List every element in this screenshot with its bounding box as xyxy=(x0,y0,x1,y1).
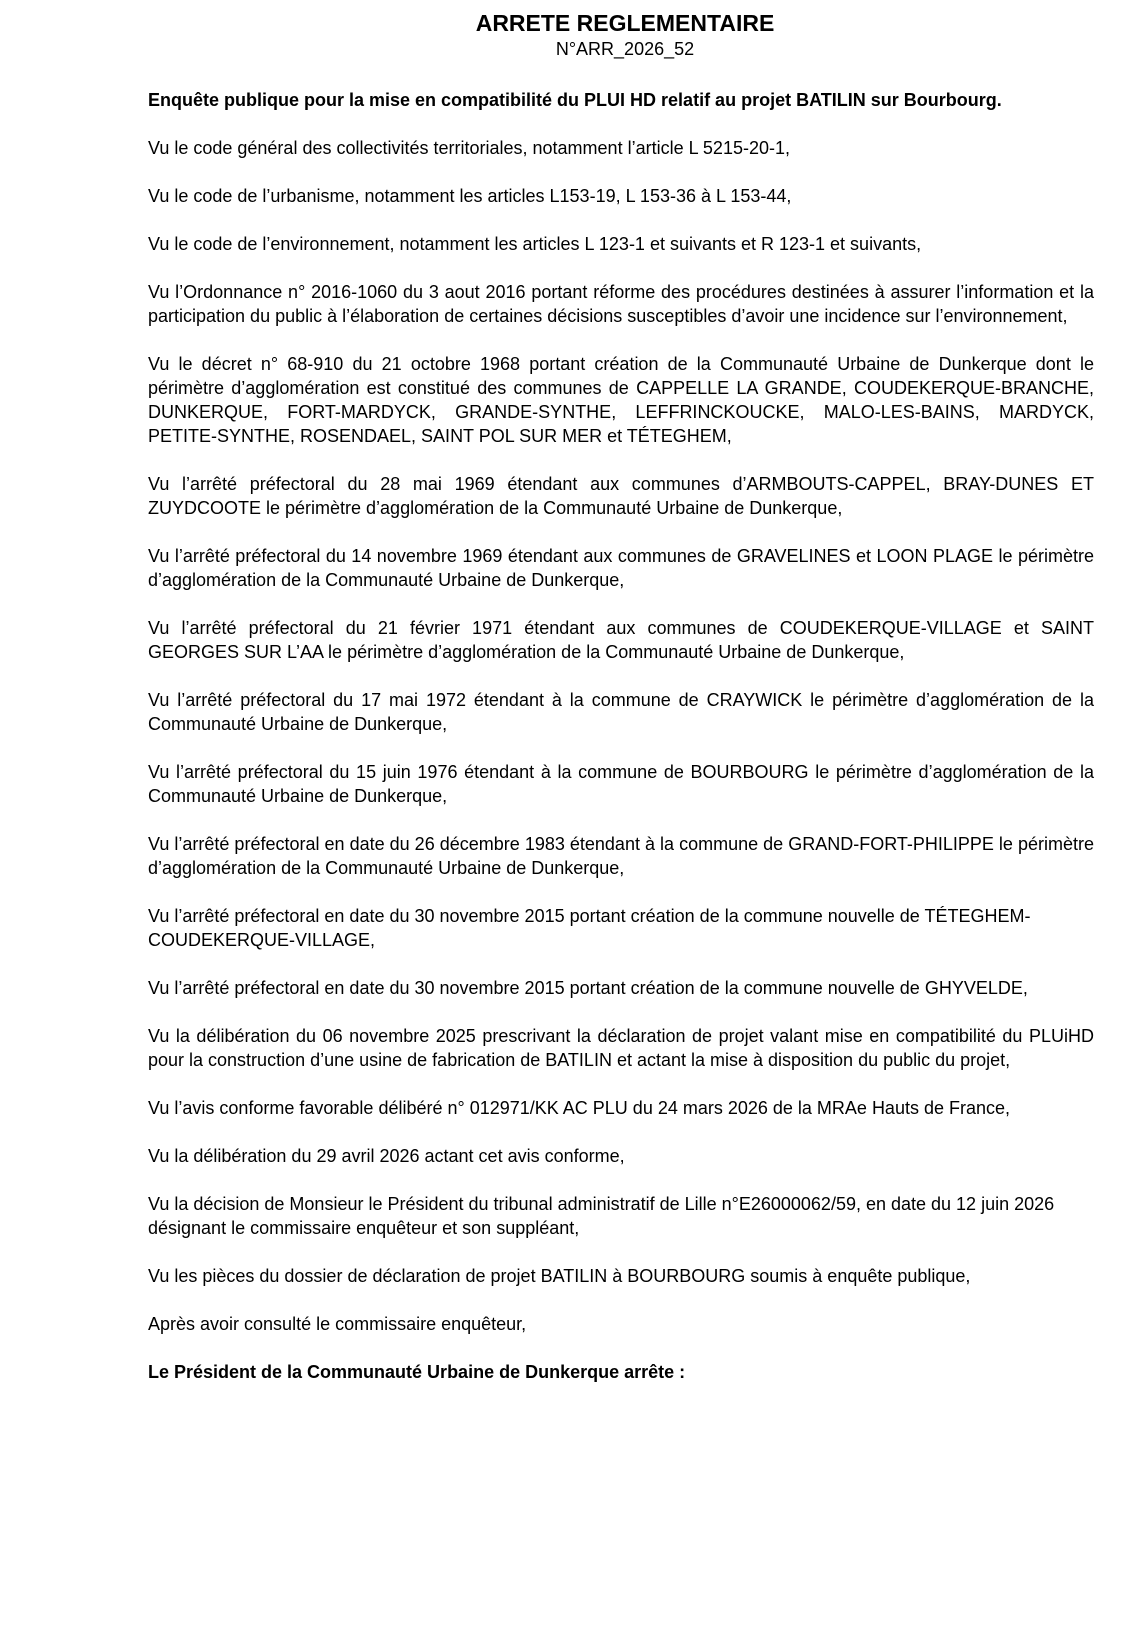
consideration-paragraph: Vu le code de l’environnement, notamment les articles L 123-1 et suivants et R 123-1 et suivants, xyxy=(148,234,922,254)
document-title: ARRETE REGLEMENTAIRE xyxy=(475,10,775,36)
consideration-paragraph: Vu l’arrêté préfectoral du 21 février 1971 étendant aux communes de COUDEKERQUE-VILLAGE et SAINT GEORGES SUR L’AA le périmètre d’agglomération de la Communauté Urbaine de Dunkerque, xyxy=(148,618,1094,662)
consideration-paragraph: Vu les pièces du dossier de déclaration de projet BATILIN à BOURBOURG soumis à enquête publique, xyxy=(148,1266,971,1286)
consideration-paragraph: Vu la délibération du 06 novembre 2025 prescrivant la déclaration de projet valant mise en compatibilité du PLUiHD pour la construction d’une usine de fabrication de BATILIN et actant la mise à disposition du public du projet, xyxy=(148,1026,1094,1070)
consideration-paragraph: Vu le code général des collectivités territoriales, notamment l’article L 5215-20-1, xyxy=(148,138,790,158)
document-number: N°ARR_2026_52 xyxy=(555,39,695,59)
document-header xyxy=(0,8,1138,60)
consideration-paragraph: Vu l’arrêté préfectoral du 28 mai 1969 étendant aux communes d’ARMBOUTS-CAPPEL, BRAY-DUNES ET ZUYDCOOTE le périmètre d’agglomération de la Communauté Urbaine de Dunkerque, xyxy=(148,474,1094,518)
consideration-paragraph: Vu l’arrêté préfectoral en date du 30 novembre 2015 portant création de la commune nouvelle de TÉTEGHEM-COUDEKERQUE-VILLAGE, xyxy=(148,906,1031,950)
consideration-paragraph: Vu l’Ordonnance n° 2016-1060 du 3 aout 2016 portant réforme des procédures destinées à assurer l’information et la participation du public à l’élaboration de certaines décisions susceptibles d’avoir une incidence sur l’environnement, xyxy=(148,282,1094,326)
decision-statement: Le Président de la Communauté Urbaine de Dunkerque arrête : xyxy=(148,1362,686,1382)
consideration-paragraph: Vu l’arrêté préfectoral du 17 mai 1972 étendant à la commune de CRAYWICK le périmètre d’agglomération de la Communauté Urbaine de Dunkerque, xyxy=(148,690,1094,734)
consideration-paragraph: Vu l’arrêté préfectoral en date du 30 novembre 2015 portant création de la commune nouvelle de GHYVELDE, xyxy=(148,978,1028,998)
consideration-paragraph: Vu l’arrêté préfectoral en date du 26 décembre 1983 étendant à la commune de GRAND-FORT-PHILIPPE le périmètre d’agglomération de la Communauté Urbaine de Dunkerque, xyxy=(148,834,1094,878)
consideration-paragraph: Vu la décision de Monsieur le Président du tribunal administratif de Lille n°E26000062/59, en date du 12 juin 2026 désignant le commissaire enquêteur et son suppléant, xyxy=(148,1194,1055,1238)
consideration-paragraph: Après avoir consulté le commissaire enquêteur, xyxy=(148,1314,527,1334)
document-body xyxy=(148,88,1094,1408)
consideration-paragraph: Vu l’arrêté préfectoral du 14 novembre 1969 étendant aux communes de GRAVELINES et LOON PLAGE le périmètre d’agglomération de la Communauté Urbaine de Dunkerque, xyxy=(148,546,1094,590)
consideration-paragraph: Vu le décret n° 68-910 du 21 octobre 1968 portant création de la Communauté Urbaine de Dunkerque dont le périmètre d’agglomération est constitué des communes de CAPPELLE LA GRANDE, COUDEKERQUE-BRANCHE, DUNKERQUE, FORT-MARDYCK, GRANDE-SYNTHE, LEFFRINCKOUCKE, MALO-LES-BAINS, MARDYCK, PETITE-SYNTHE, ROSENDAEL, SAINT POL SUR MER et TÉTEGHEM, xyxy=(148,354,1094,446)
document-subject: Enquête publique pour la mise en compatibilité du PLUI HD relatif au projet BATILIN sur Bourbourg. xyxy=(148,90,1002,110)
consideration-paragraph: Vu l’avis conforme favorable délibéré n° 012971/KK AC PLU du 24 mars 2026 de la MRAe Hauts de France, xyxy=(148,1098,1011,1118)
consideration-paragraph: Vu la délibération du 29 avril 2026 actant cet avis conforme, xyxy=(148,1146,625,1166)
consideration-paragraph: Vu l’arrêté préfectoral du 15 juin 1976 étendant à la commune de BOURBOURG le périmètre d’agglomération de la Communauté Urbaine de Dunkerque, xyxy=(148,762,1094,806)
consideration-paragraph: Vu le code de l’urbanisme, notamment les articles L153-19, L 153-36 à L 153-44, xyxy=(148,186,792,206)
